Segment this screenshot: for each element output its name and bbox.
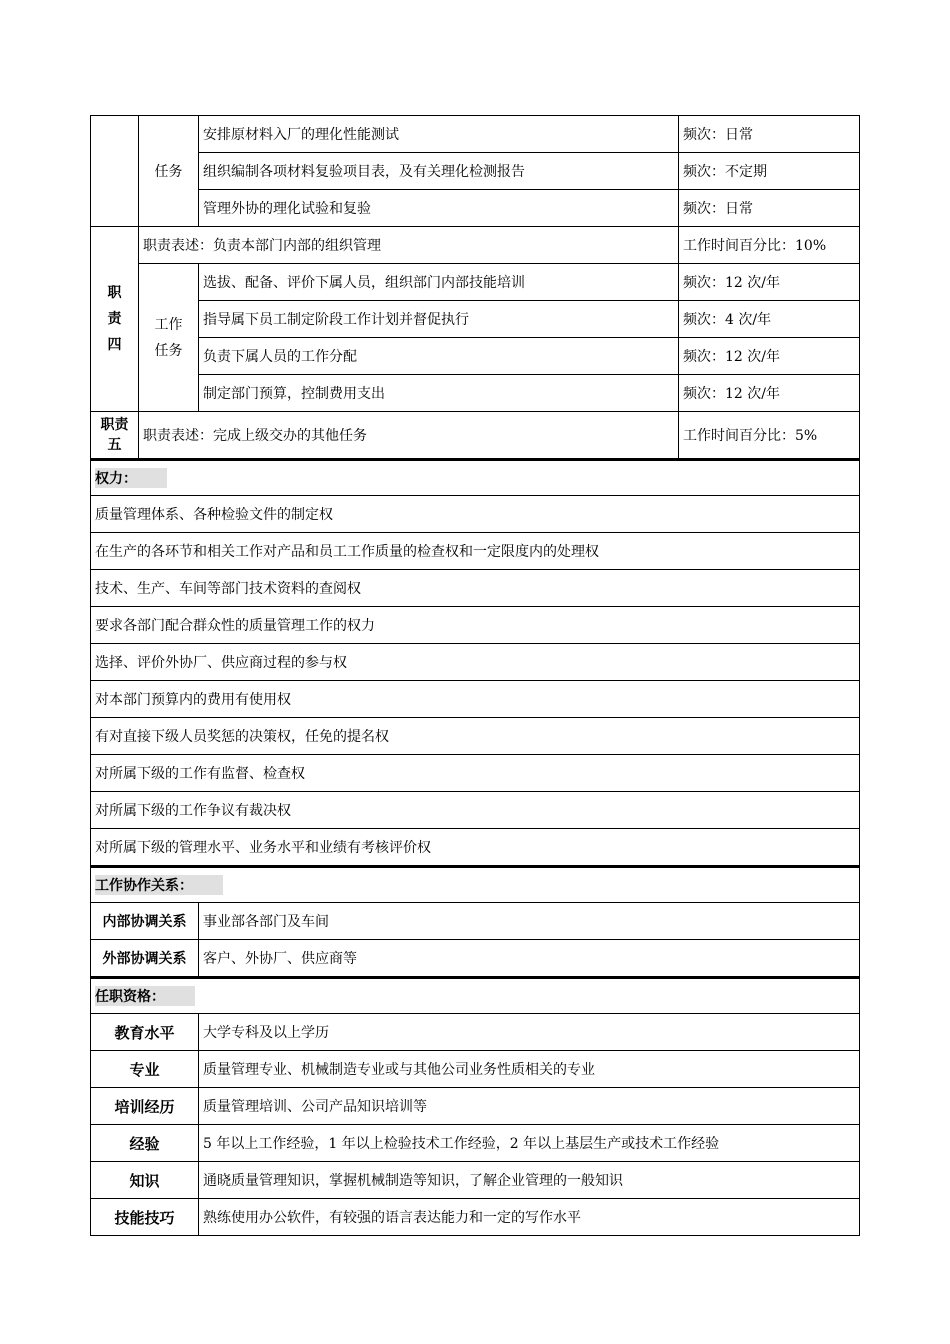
external-coordination-label: 外部协调关系 [91,940,199,977]
table-row [91,607,860,644]
duty3-task-text: 组织编制各项材料复验项目表，及有关理化检测报告 [199,153,679,190]
table-row [91,1199,860,1236]
duty3-task-label: 任务 [139,116,199,227]
duty5-label-line2: 五 [107,437,122,453]
authority-item: 对所属下级的管理水平、业务水平和业绩有考核评价权 [91,829,860,866]
table-row [91,412,860,459]
duty4-task-freq: 频次：4 次/年 [679,301,860,338]
authority-table [90,459,860,866]
experience-value: 5 年以上工作经验，1 年以上检验技术工作经验，2 年以上基层生产或技术工作经验 [199,1125,860,1162]
authority-title: 权力： [95,468,167,488]
duty4-task-label-line1: 工作 [154,316,183,333]
skills-label: 技能技巧 [91,1199,199,1236]
table-row [91,264,860,301]
duty4-task-text: 负责下属人员的工作分配 [199,338,679,375]
collaboration-title: 工作协作关系： [95,875,223,895]
duty3-task-text: 管理外协的理化试验和复验 [199,190,679,227]
duties-table [90,115,860,459]
qualifications-title-cell [91,978,860,1014]
table-row [91,978,860,1014]
experience-label: 经验 [91,1125,199,1162]
duty5-time-percent: 工作时间百分比：5% [679,412,860,459]
major-value: 质量管理专业、机械制造专业或与其他公司业务性质相关的专业 [199,1051,860,1088]
table-row [91,1014,860,1051]
duty3-label-cell [91,116,139,227]
table-row [91,644,860,681]
duty4-task-freq: 频次：12 次/年 [679,338,860,375]
training-value: 质量管理培训、公司产品知识培训等 [199,1088,860,1125]
table-row [91,867,860,903]
table-row [91,1162,860,1199]
authority-title-cell [91,460,860,496]
duty4-label-line1: 职 [107,285,122,301]
duty4-task-text: 指导属下员工制定阶段工作计划并督促执行 [199,301,679,338]
duty4-time-percent: 工作时间百分比：10% [679,227,860,264]
internal-coordination-value: 事业部各部门及车间 [199,903,860,940]
duty3-task-freq: 频次：不定期 [679,153,860,190]
qualifications-title: 任职资格： [95,986,195,1006]
major-label: 专业 [91,1051,199,1088]
authority-item: 对本部门预算内的费用有使用权 [91,681,860,718]
duty3-task-freq: 频次：日常 [679,190,860,227]
table-row [91,903,860,940]
authority-item: 选择、评价外协厂、供应商过程的参与权 [91,644,860,681]
duty4-task-text: 制定部门预算，控制费用支出 [199,375,679,412]
collaboration-table [90,866,860,977]
duty4-task-freq: 频次：12 次/年 [679,375,860,412]
table-row [91,301,860,338]
education-label: 教育水平 [91,1014,199,1051]
duty4-task-text: 选拔、配备、评价下属人员，组织部门内部技能培训 [199,264,679,301]
table-row [91,116,860,153]
table-row [91,681,860,718]
table-row [91,829,860,866]
duty5-label [91,412,139,459]
training-label: 培训经历 [91,1088,199,1125]
table-row [91,1051,860,1088]
knowledge-label: 知识 [91,1162,199,1199]
authority-item: 技术、生产、车间等部门技术资料的查阅权 [91,570,860,607]
duty3-task-freq: 频次：日常 [679,116,860,153]
duty5-label-line1: 职责 [100,417,129,433]
duty4-description: 职责表述：负责本部门内部的组织管理 [139,227,679,264]
table-row [91,338,860,375]
table-row [91,227,860,264]
job-description-page [90,115,860,1236]
qualifications-table [90,977,860,1236]
table-row [91,496,860,533]
authority-item: 对所属下级的工作争议有裁决权 [91,792,860,829]
internal-coordination-label: 内部协调关系 [91,903,199,940]
duty4-task-label [139,264,199,412]
duty4-label-line2: 责 [107,311,122,327]
authority-item: 有对直接下级人员奖惩的决策权，任免的提名权 [91,718,860,755]
table-row [91,460,860,496]
table-row [91,1088,860,1125]
table-row [91,375,860,412]
duty5-description: 职责表述：完成上级交办的其他任务 [139,412,679,459]
table-row [91,792,860,829]
authority-item: 在生产的各环节和相关工作对产品和员工工作质量的检查权和一定限度内的处理权 [91,533,860,570]
authority-item: 对所属下级的工作有监督、检查权 [91,755,860,792]
duty3-task-text: 安排原材料入厂的理化性能测试 [199,116,679,153]
table-row [91,1125,860,1162]
collaboration-title-cell [91,867,860,903]
external-coordination-value: 客户、外协厂、供应商等 [199,940,860,977]
table-row [91,570,860,607]
table-row [91,755,860,792]
education-value: 大学专科及以上学历 [199,1014,860,1051]
duty4-task-freq: 频次：12 次/年 [679,264,860,301]
table-row [91,718,860,755]
duty4-label-line3: 四 [107,337,122,353]
knowledge-value: 通晓质量管理知识，掌握机械制造等知识，了解企业管理的一般知识 [199,1162,860,1199]
duty4-task-label-line2: 任务 [154,342,183,359]
skills-value: 熟练使用办公软件，有较强的语言表达能力和一定的写作水平 [199,1199,860,1236]
table-row [91,153,860,190]
table-row [91,533,860,570]
duty4-label [91,227,139,412]
table-row [91,190,860,227]
authority-item: 要求各部门配合群众性的质量管理工作的权力 [91,607,860,644]
table-row [91,940,860,977]
authority-item: 质量管理体系、各种检验文件的制定权 [91,496,860,533]
